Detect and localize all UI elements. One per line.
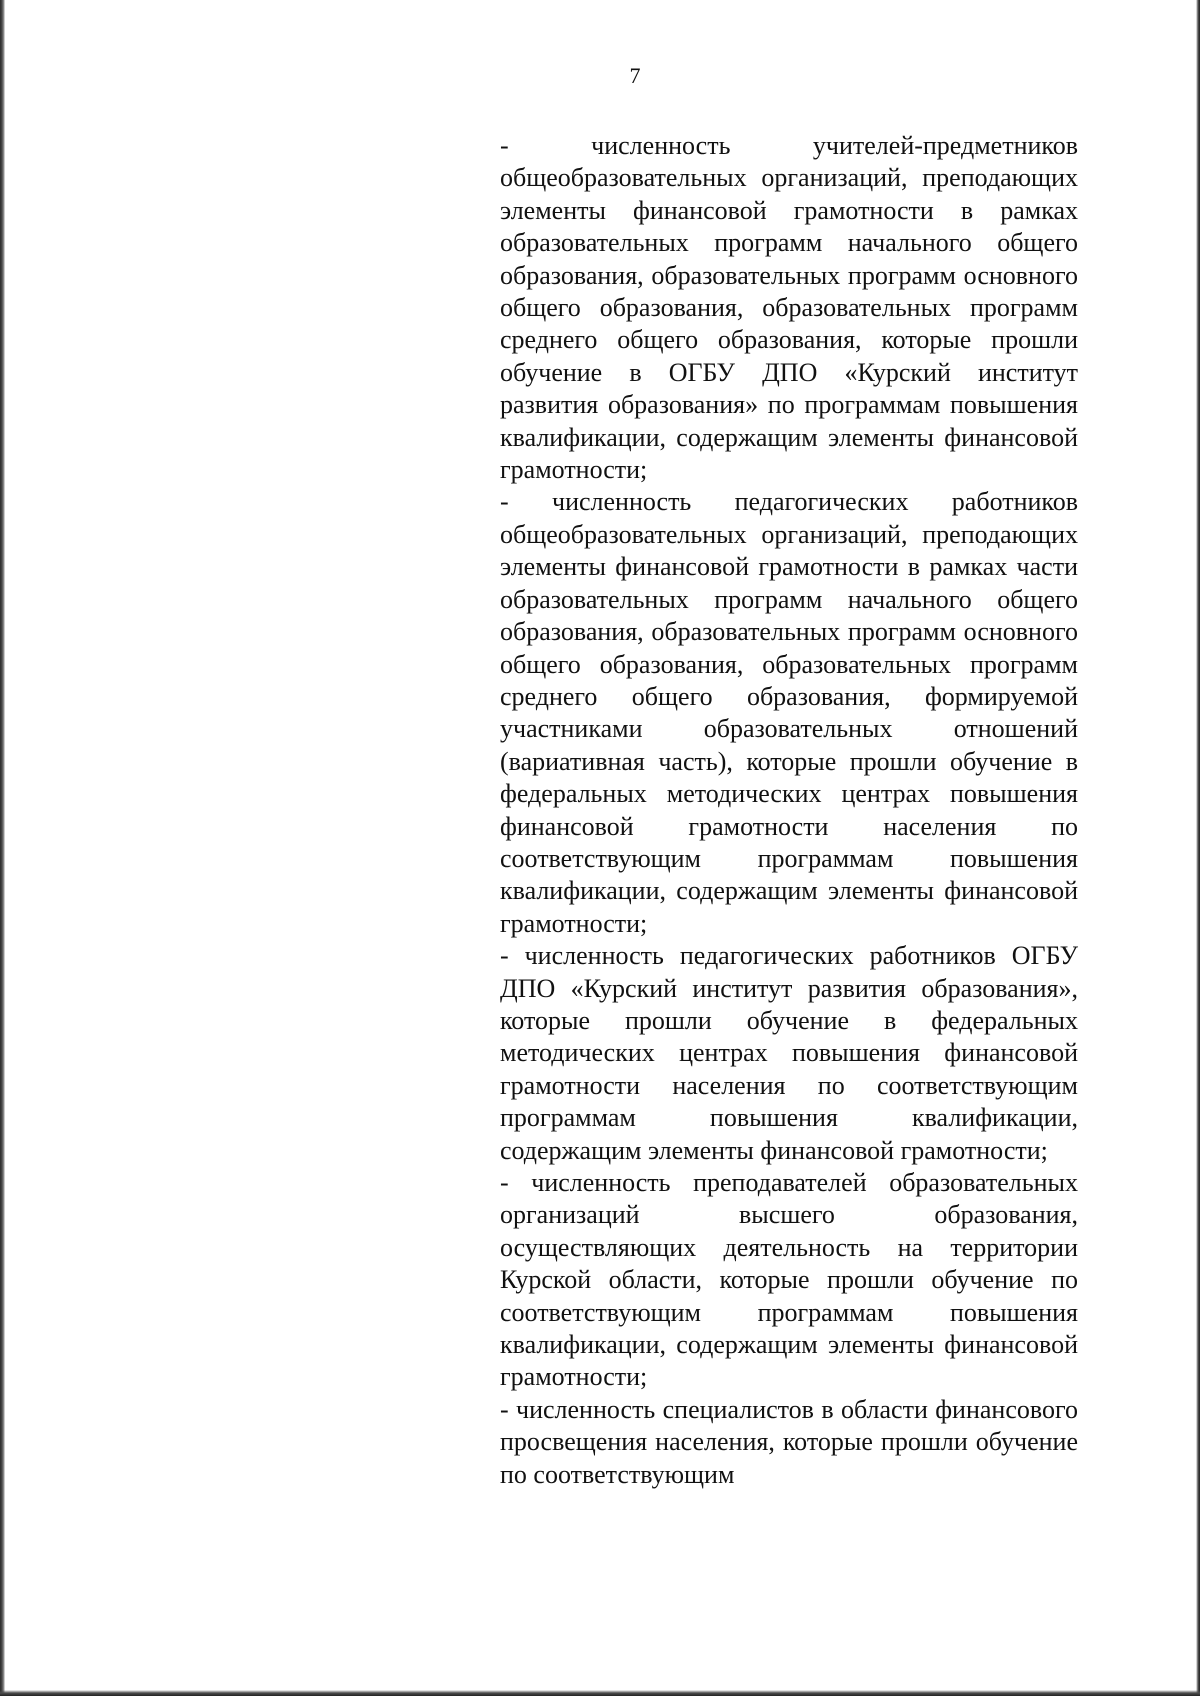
list-item-institute-staff: - численность педагогических работников ОГБУ ДПО «Курский институт развития образования», которые прошли обучение в федеральных методических центрах повышения финансовой грамотности населения по соответствующим программам повышения квалификации, содержащим элементы финансовой грамотности; — [500, 941, 1078, 1165]
list-item-teachers-subject: - численность учителей-предметников общеобразовательных организаций, преподающих элементы финансовой грамотности в рамках образовательных программ начального общего образования, образовательных программ основного общего образования, образовательных программ среднего общего образования, которые прошли обучение в ОГБУ ДПО «Курский институт развития образования» по программам повышения квалификации, содержащим элементы финансовой грамотности; — [500, 131, 1078, 485]
page-number: 7 — [629, 63, 641, 88]
scan-border-bottom — [0, 1690, 1200, 1696]
text-column — [500, 130, 1078, 1491]
scan-border-left — [0, 0, 5, 1696]
list-item-specialists: - численность специалистов в области финансового просвещения населения, которые прошли обучение по соответствующим — [500, 1394, 1078, 1489]
scan-border-right — [1196, 0, 1200, 1696]
list-item-teachers-variative: - численность педагогических работников общеобразовательных организаций, преподающих элементы финансовой грамотности в рамках части образовательных программ начального общего образования, образовательных программ основного общего образования, образовательных программ среднего общего образования, формируемой участниками образовательных отношений (вариативная часть), которые прошли обучение в федеральных методических центрах повышения финансовой грамотности населения по соответствующим программам повышения квалификации, содержащим элементы финансовой грамотности; — [500, 487, 1078, 938]
list-item-university-lecturers: - численность преподавателей образовательных организаций высшего образования, осуществляющих деятельность на территории Курской области, которые прошли обучение по соответствующим программам повышения квалификации, содержащим элементы финансовой грамотности; — [500, 1168, 1078, 1392]
